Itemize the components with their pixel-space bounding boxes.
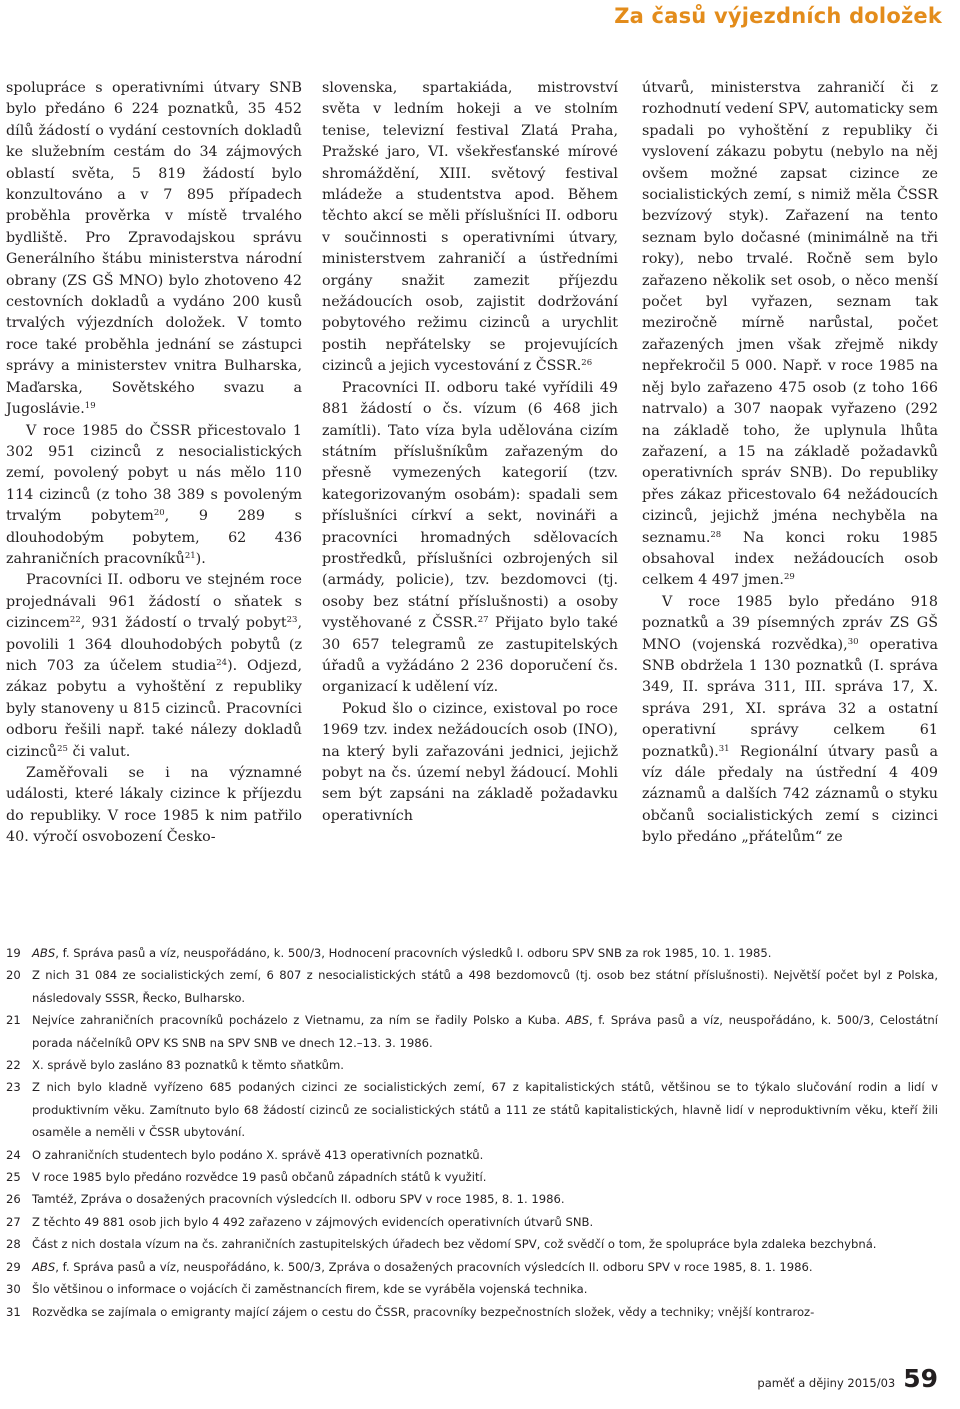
- footnote-number: 31: [6, 1304, 21, 1319]
- paragraph: Zaměřovali se i na významné události, které lákaly cizince k příjezdu do republiky. V roce 1985 k nim patřilo 40. výročí osvobození Česko-: [6, 765, 302, 846]
- footnote: [6, 964, 938, 1009]
- footnote-ref[interactable]: 30: [847, 636, 859, 647]
- footnote: [6, 1211, 938, 1233]
- footnote: [6, 1076, 938, 1143]
- footnote-number: 22: [6, 1058, 21, 1073]
- footnote-ref[interactable]: 23: [286, 615, 298, 626]
- footnote-number: 19: [6, 946, 21, 960]
- footnote: [6, 1233, 938, 1255]
- footnote-ref[interactable]: 24: [216, 657, 228, 668]
- footnote: [6, 1188, 938, 1210]
- page-number: 59: [903, 1364, 938, 1393]
- footnote-ref[interactable]: 22: [69, 615, 81, 626]
- text-column-3: [642, 78, 938, 849]
- paragraph: V roce 1985 bylo předáno 918 poznatků a 39 písemných zpráv ZS GŠ MNO (vojenská rozvědka),$^{30}$ operativa SNB obdržela 1 130 poznatků (I. správa 349, II. správa 311, III. správa 17, X. správa 291, XI. správa 32 a ostatní operativní správy celkem 61 poznatků).$^{31}$ Regionální útvary pasů a víz dále předaly na ústřední 4 409 záznamů a dalších 742 záznamů o styku občanů socialistických zemí s cizinci bylo předáno „přátelům“ ze: [642, 593, 938, 846]
- footnote: [6, 1144, 938, 1166]
- footnote: [6, 1278, 938, 1300]
- footnote-number: 25: [6, 1170, 21, 1185]
- footnote-ref[interactable]: 20: [153, 508, 165, 519]
- footnotes: [6, 942, 938, 1323]
- footnote: [6, 1054, 938, 1076]
- text-column-1: [6, 78, 302, 849]
- footnote-ref[interactable]: 31: [718, 743, 730, 754]
- footnote-number: 23: [6, 1080, 21, 1095]
- footnote-text: Šlo většinou o informace o vojácích či zaměstnancích firem, kde se vyráběla vojenská technika.: [32, 1282, 588, 1297]
- paragraph: Pokud šlo o cizince, existoval po roce 1969 tzv. index nežádoucích osob (INO), na který byli zařazováni jednici, jejichž pobyt na čs. území nebyl žádoucí. Mohli sem být zapsáni na základě požadavku operativních: [322, 700, 618, 824]
- footnote-text: ABS, f. Správa pasů a víz, neuspořádáno, k. 500/3, Hodnocení pracovních výsledků I. odboru SPV SNB za rok 1985, 10. 1. 1985.: [32, 946, 772, 960]
- paragraph: Pracovníci II. odboru ve stejném roce projednávali 961 žádostí o sňatek s cizincem$^{22}$, 931 žádostí o trvalý pobyt$^{23}$, povolili 1 364 dlouhodobých pobytů (z nich 703 za účelem studia$^{24}$). Odjezd, zákaz pobytu a vyhoštění z republiky byly stanoveny u 815 cizinců. Pracovníci odboru řešili např. také nálezy dokladů cizinců$^{25}$ či valut.: [6, 572, 302, 760]
- running-header: Za časů výjezdních doložek: [614, 4, 942, 28]
- journal-name: paměť a dějiny 2015/03: [757, 1376, 896, 1390]
- footnote-number: 21: [6, 1013, 21, 1028]
- footnote-text: Nejvíce zahraničních pracovníků pocházelo z Vietnamu, za ním se řadily Polsko a Kuba. ABS, f. Správa pasů a víz, neuspořádáno, k. 500/3, Celostátní porada náčelníků OPV KS SNB na SPV SNB ve dnech 12.–13. 3. 1986.: [32, 1013, 938, 1050]
- footnote: [6, 1301, 938, 1323]
- footnote-ref[interactable]: 29: [783, 572, 795, 583]
- footnote-number: 29: [6, 1259, 21, 1274]
- footnote-number: 24: [6, 1147, 21, 1162]
- footnote-text: ABS, f. Správa pasů a víz, neuspořádáno, k. 500/3, Zpráva o dosažených pracovních výsledcích II. odboru SPV v roce 1985, 8. 1. 1986.: [32, 1259, 813, 1274]
- footnote-text: Z nich 31 084 ze socialistických zemí, 6 807 z nesocialistických států a 498 bezdomovců (tj. osob bez státní příslušnosti). Největší počet byl z Polska, následovaly SSSR, Řecko, Bulharsko.: [32, 968, 938, 1005]
- footnote-text: X. správě bylo zasláno 83 poznatků k těmto sňatkům.: [32, 1058, 344, 1073]
- paragraph: slovenska, spartakiáda, mistrovství světa v ledním hokeji a ve stolním tenise, televizní festival Zlatá Praha, Pražské jaro, VI. všekřesťanské mírové shromáždění, XIII. světový festival mládeže a studentstva apod. Během těchto akcí se měli příslušníci II. odboru v součinnosti s operativními útvary, ministerstvem zahraničí a ústředními orgány snažit zamezit příjezdu nežádoucích osob, zajistit dodržování pobytového režimu cizinců a urychlit postih nepřátelsky se projevujících cizinců a jejich vycestování z ČSSR.$^{26}$: [322, 80, 618, 375]
- footnote-number: 28: [6, 1237, 21, 1252]
- footnote-ref[interactable]: 26: [581, 358, 593, 369]
- footnote-text: Z nich bylo kladně vyřízeno 685 podaných cizinci ze socialistických zemí, 67 z kapitalistických států, většinou se to týkalo slučování rodin a lidí v produktivním věku. Zamítnuto bylo 68 žádostí cizinců ze socialistických států a 111 ze států kapitalistických, hlavně lidí v neproduktivním věku, kteří žili osaměle a neměli v ČSSR ubytování.: [32, 1080, 938, 1140]
- footnote: [6, 1256, 938, 1278]
- footnote: [6, 1009, 938, 1054]
- paragraph: spolupráce s operativními útvary SNB bylo předáno 6 224 poznatků, 35 452 dílů žádostí o vydání cestovních dokladů ke služebním cestám do 34 zájmových oblastí světa, 5 819 žádostí bylo konzultováno a v 7 895 případech proběhla prověrka v místě trvalého bydliště. Pro Zpravodajskou správu Generálního štábu ministerstva národní obrany (ZS GŠ MNO) bylo zhotoveno 42 cestovních dokladů a vydáno 200 kusů trvalých výjezdních doložek. V tomto roce také proběhla jednání se zástupci správy a ministerstev vnitra Bulharska, Maďarska, Sovětského svazu a Jugoslávie.$^{19}$: [6, 80, 302, 418]
- paragraph: Pracovníci II. odboru také vyřídili 49 881 žádostí o čs. vízum (6 468 jich zamítli). Tato víza byla udělována cizím státním příslušníkům zařazeným do přesně vymezených kategorií (tzv. kategorizovaným osobám): spadali sem příslušníci církví a sekt, novináři a pracovníci hromadných sdělovacích prostředků, příslušníci ozbrojených sil (armády, policie), tzv. bezdomovci (tj. osoby bez státní příslušnosti) a osoby vystěhované z ČSSR.$^{27}$ Přijato bylo také 30 657 telegramů ze zastupitelských úřadů a vyžádáno 2 236 doporučení čs. organizací k udělení víz.: [322, 379, 618, 696]
- paragraph: V roce 1985 do ČSSR přicestovalo 1 302 951 cizinců z nesocialistických zemí, povolený pobyt u nás mělo 110 114 cizinců (z toho 38 389 s povoleným trvalým pobytem$^{20}$, 9 289 s dlouhodobým pobytem, 62 436 zahraničních pracovníků$^{21}$).: [6, 422, 302, 567]
- footnote-ref[interactable]: 21: [184, 550, 196, 561]
- footnote-text: Část z nich dostala vízum na čs. zahraničních zastupitelských úřadech bez vědomí SPV, což svědčí o tom, že spolupráce byla zdaleka bezchybná.: [32, 1237, 877, 1252]
- footnote-ref[interactable]: 19: [84, 401, 96, 412]
- footnote-text: V roce 1985 bylo předáno rozvědce 19 pasů občanů západních států k využití.: [32, 1170, 487, 1185]
- footnote: [6, 1166, 938, 1188]
- text-column-2: [322, 78, 618, 827]
- footnote-ref[interactable]: 27: [477, 615, 489, 626]
- paragraph: útvarů, ministerstva zahraničí či z rozhodnutí vedení SPV, automaticky sem spadali po vyhoštění z republiky či vyslovení zákazu pobytu (nebylo na něj ovšem možné zapsat cizince ze socialistických zemí, s nimiž měla ČSSR bezvízový styk). Zařazení na tento seznam bylo dočasné (minimálně na tři roky), nebo trvalé. Ročně sem bylo zařazeno několik set osob, o něco menší počet byl vyřazen, seznam tak meziročně mírně narůstal, počet zařazených jmen však zřejmě nikdy nepřekročil 5 000. Např. v roce 1985 na něj bylo zařazeno 475 osob (z toho 166 natrvalo) a 307 naopak vyřazeno (292 na základě toho, že uplynula lhůta zařazení, a 15 na základě požadavků operativních správ SNB). Do republiky přes zákaz přicestovalo 64 nežádoucích cizinců, jejichž jména nechyběla na seznamu.$^{28}$ Na konci roku 1985 obsahoval index nežádoucích osob celkem 4 497 jmen.$^{29}$: [642, 80, 938, 589]
- footnote-text: Z těchto 49 881 osob jich bylo 4 492 zařazeno v zájmových evidencích operativních útvarů SNB.: [32, 1214, 594, 1229]
- footnote-number: 27: [6, 1214, 21, 1229]
- footnote-text: Rozvědka se zajímala o emigranty mající zájem o cestu do ČSSR, pracovníky bezpečnostních složek, vědy a techniky; vnější kontraroz-: [32, 1304, 815, 1319]
- footnote-text: Tamtéž, Zpráva o dosažených pracovních výsledcích II. odboru SPV v roce 1985, 8. 1. 1986.: [32, 1192, 565, 1207]
- footnote-ref[interactable]: 28: [710, 529, 722, 540]
- footnote: [6, 942, 938, 964]
- footnote-ref[interactable]: 25: [57, 743, 68, 754]
- footnote-text: O zahraničních studentech bylo podáno X. správě 413 operativních poznatků.: [32, 1147, 484, 1162]
- footnote-number: 20: [6, 968, 21, 983]
- footnote-number: 26: [6, 1192, 21, 1207]
- footnote-number: 30: [6, 1282, 21, 1297]
- page-folio: [757, 1364, 938, 1393]
